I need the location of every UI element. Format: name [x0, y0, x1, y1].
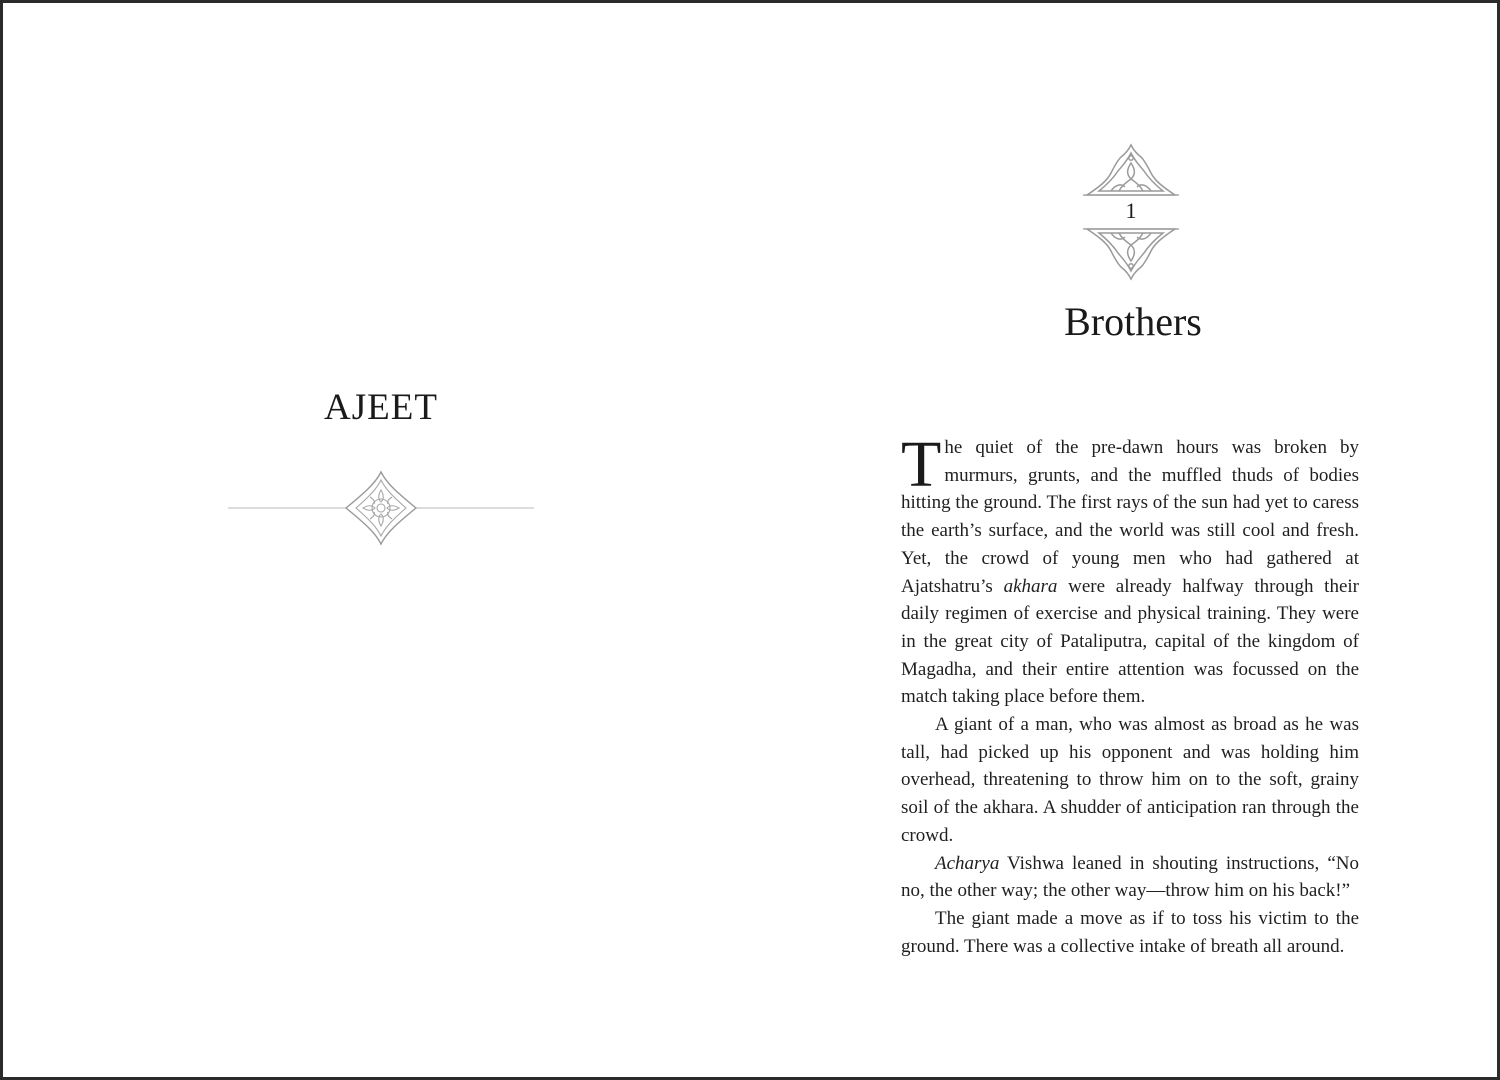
- paragraph: [901, 428, 1359, 711]
- left-page: [6, 6, 753, 1080]
- italic-term: akhara: [1003, 575, 1058, 597]
- paragraph-text: The giant made a move as if to toss his victim to the ground. There was a collective intake of breath all around.: [901, 907, 1359, 957]
- paragraph: [901, 850, 1359, 905]
- chapter-title: Brothers: [1064, 299, 1202, 344]
- drop-cap: T: [901, 428, 942, 501]
- paragraph-text: A giant of a man, who was almost as broad as he was tall, had picked up his opponent and was holding him overhead, threatening to throw him on to the soft, grainy soil of the akhara. A shudder of anticipation ran through the crowd.: [901, 714, 1359, 846]
- paragraph-text: he quiet of the pre-dawn hours was broken by murmurs, grunts, and the muffled thuds of bodies hitting the ground. The first rays of the sun had yet to caress the earth’s surface, and the world was still cool and fresh. Yet, the crowd of young men who had gathered at Ajatshatru’s: [901, 437, 1359, 597]
- chapter-number: 1: [1125, 198, 1137, 223]
- part-title: AJEET: [324, 387, 438, 428]
- paragraph-text: were already halfway through their daily regimen of exercise and physical training. They were in the great city of Pataliputra, capital of the kingdom of Magadha, and their entire attention was focussed on the match taking place before them.: [901, 575, 1359, 708]
- right-page: [753, 6, 1500, 1080]
- diamond-filigree-icon: [228, 468, 534, 548]
- paragraph: [901, 905, 1359, 960]
- italic-term: Acharya: [935, 852, 1000, 874]
- paragraph-text: Vishwa leaned in shouting instructions, “No no, the other way; the other way—throw him on his back!”: [901, 852, 1359, 902]
- paragraph: [901, 711, 1359, 850]
- chapter-body: [901, 428, 1359, 960]
